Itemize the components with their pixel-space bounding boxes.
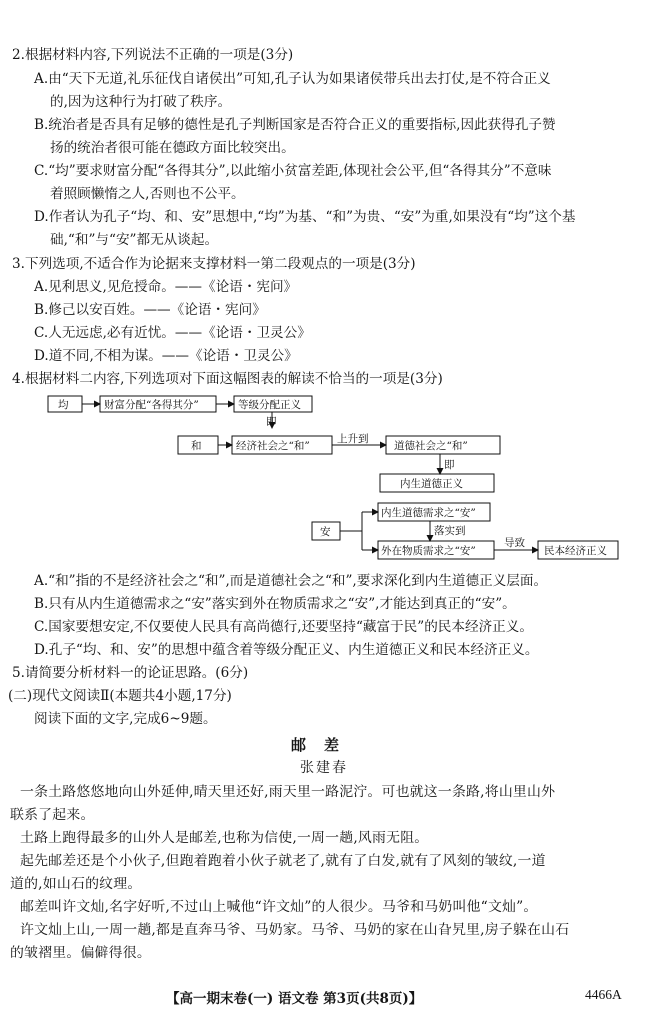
essay-line-6: 邮差叫许文灿,名字好听,不过山上喊他“许文灿”的人很少。马爷和马奶叫他“文灿”。 [20, 899, 538, 915]
question-2-stem: 2.根据材料内容,下列说法不正确的一项是(3分) [12, 47, 294, 63]
inner-justice-label: 内生道德正义 [400, 478, 463, 490]
essay-line-7: 许文灿上山,一周一趟,都是直奔马爷、马奶家。马爷、马奶的家在山旮旯里,房子躲在山石 [20, 922, 570, 938]
q2-option-b: B.统治者是否具有足够的德性是孔子判断国家是否符合正义的重要指标,因此获得孔子赞 [34, 117, 556, 133]
q2-option-d-cont: 础,“和”与“安”都无从谈起。 [50, 232, 219, 248]
essay-line-1: 一条土路悠悠地向山外延伸,晴天里还好,雨天里一路泥泞。可也就这一条路,将山里山外 [20, 784, 556, 800]
q3-option-d: D.道不同,不相为谋。——《论语・卫灵公》 [34, 348, 298, 364]
q2-option-c-cont: 着照顾懒惰之人,否则也不公平。 [50, 186, 245, 202]
inner-an-label: 内生道德需求之“安” [381, 507, 476, 519]
daozhi-label: 导致 [504, 537, 525, 549]
econ-he-label: 经济社会之“和” [236, 440, 310, 452]
jun-justice-label: 等级分配正义 [238, 399, 301, 411]
question-4-stem: 4.根据材料二内容,下列选项对下面这幅图表的解读不恰当的一项是(3分) [12, 371, 443, 387]
sheng-label: 上升到 [337, 433, 369, 445]
essay-line-8: 的皱褶里。偏僻得很。 [10, 945, 151, 961]
an-label: 安 [320, 526, 331, 538]
q4-option-d: D.孔子“均、和、安”的思想中蕴含着等级分配正义、内生道德正义和民本经济正义。 [34, 642, 539, 658]
question-3-stem: 3.下列选项,不适合作为论据来支撑材料一第二段观点的一项是(3分) [12, 256, 416, 272]
q4-option-c: C.国家要想安定,不仅要使人民具有高尚德行,还要坚持“藏富于民”的民本经济正义。 [34, 619, 533, 635]
ji-label-1: 即 [266, 416, 277, 428]
outer-an-label: 外在物质需求之“安” [381, 545, 476, 557]
luoshi-label: 落实到 [434, 525, 466, 537]
q4-option-b: B.只有从内生道德需求之“安”落实到外在物质需求之“安”,才能达到真正的“安”。 [34, 596, 516, 612]
q3-option-b: B.修己以安百姓。——《论语・宪问》 [34, 302, 266, 318]
jun-label: 均 [58, 399, 69, 411]
q2-option-b-cont: 扬的统治者很可能在德政方面比较突出。 [50, 140, 295, 156]
ji-label-2: 即 [444, 459, 455, 471]
q2-option-a-cont: 的,因为这种行为打破了秩序。 [50, 94, 232, 110]
q2-option-a: A.由“天下无道,礼乐征伐自诸侯出”可知,孔子认为如果诸侯带兵出去打仗,是不符合正义 [34, 71, 551, 87]
section-heading: (二)现代文阅读Ⅱ(本题共4小题,17分) [8, 688, 232, 704]
q2-option-c: C.“均”要求财富分配“各得其分”,以此缩小贫富差距,体现社会公平,但“各得其分”不意味 [34, 163, 552, 179]
exam-code: 4466A [585, 987, 622, 1002]
q3-option-a: A.见利思义,见危授命。——《论语・宪问》 [34, 279, 298, 295]
essay-title: 邮差 [290, 736, 357, 754]
essay-line-2: 联系了起来。 [10, 807, 95, 823]
q4-option-a: A.“和”指的不是经济社会之“和”,而是道德社会之“和”,要求深化到内生道德正义层面。 [34, 573, 548, 589]
q3-option-c: C.人无远虑,必有近忧。——《论语・卫灵公》 [34, 325, 311, 341]
page-footer: 【高一期末卷(一) 语文卷 第3页(共8页)】 [166, 991, 423, 1007]
moral-he-label: 道德社会之“和” [394, 440, 468, 452]
essay-line-3: 土路上跑得最多的山外人是邮差,也称为信使,一周一趟,风雨无阻。 [20, 830, 429, 846]
reading-instruction: 阅读下面的文字,完成6~9题。 [34, 711, 217, 727]
essay-line-5: 道的,如山石的纹理。 [10, 876, 142, 892]
jun-dist-label: 财富分配“各得其分” [104, 399, 199, 411]
question-5: 5.请简要分析材料一的论证思路。(6分) [12, 665, 249, 681]
he-label: 和 [191, 440, 202, 452]
q2-option-d: D.作者认为孔子“均、和、安”思想中,“均”为基、“和”为贵、“安”为重,如果没有“均”这个基 [34, 209, 576, 225]
concept-diagram [44, 390, 624, 570]
essay-author: 张建春 [300, 760, 348, 776]
minben-label: 民本经济正义 [544, 545, 607, 557]
essay-line-4: 起先邮差还是个小伙子,但跑着跑着小伙子就老了,就有了白发,就有了风刻的皱纹,一道 [20, 853, 546, 869]
